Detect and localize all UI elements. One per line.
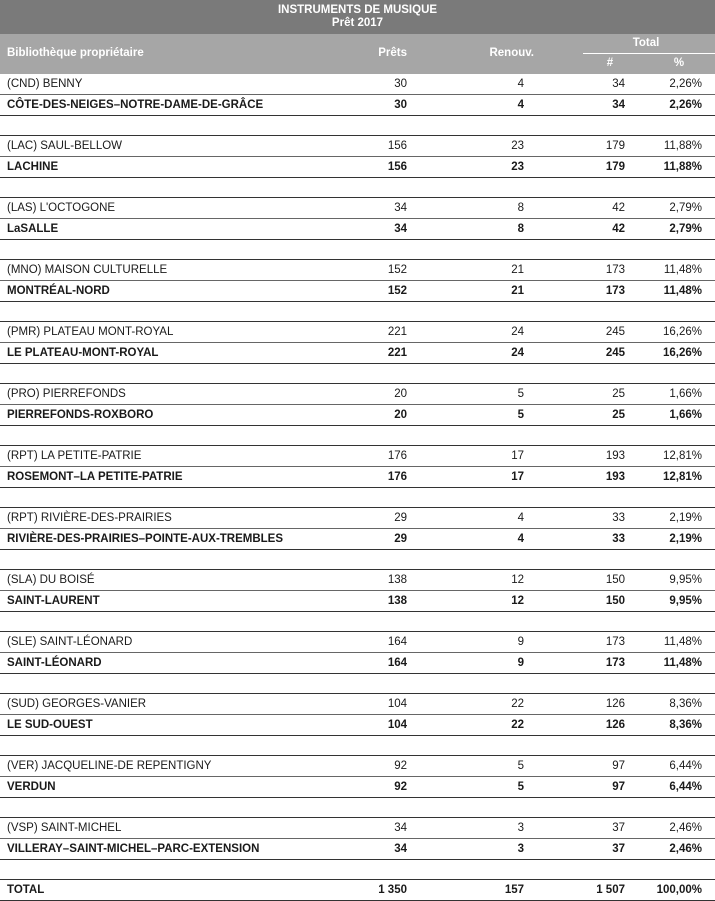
percent-value: 11,48% [663,264,702,276]
library-name: (PMR) PLATEAU MONT-ROYAL [7,326,174,338]
borough-subtotal-row [0,95,715,115]
count-value: 37 [612,843,625,855]
loans-value: 156 [387,161,407,173]
count-value: 173 [605,657,625,669]
percent-value: 11,88% [663,140,702,152]
group-spacer [0,612,715,631]
borough-subtotal-row [0,281,715,301]
renewals-value: 157 [504,884,524,896]
count-value: 173 [605,264,625,276]
percent-value: 9,95% [669,574,702,586]
library-row [0,198,715,218]
borough-name: MONTRÉAL-NORD [7,285,110,297]
library-name: (CND) BENNY [7,78,83,90]
count-value: 193 [605,471,625,483]
loans-value: 176 [387,450,407,462]
loans-value: 104 [387,698,407,710]
library-name: (MNO) MAISON CULTURELLE [7,264,168,276]
loans-value: 164 [387,657,407,669]
count-value: 33 [612,533,625,545]
renewals-value: 4 [517,533,524,545]
borough-name: LE SUD-OUEST [7,719,93,731]
count-value: 126 [605,719,625,731]
library-row [0,632,715,652]
percent-value: 9,95% [669,595,702,607]
renewals-value: 21 [511,264,524,276]
count-value: 126 [605,698,625,710]
loans-value: 152 [387,264,407,276]
loans-value: 221 [387,347,407,359]
header-renewals: Renouv. [489,47,534,59]
group-spacer [0,860,715,879]
renewals-value: 8 [517,223,524,235]
percent-value: 100,00% [656,884,702,896]
table-title: INSTRUMENTS DE MUSIQUE [277,4,438,16]
count-value: 37 [612,822,625,834]
borough-name: RIVIÈRE-DES-PRAIRIES–POINTE-AUX-TREMBLES [7,533,284,545]
renewals-value: 12 [511,574,524,586]
loans-value: 30 [394,78,407,90]
borough-name: LaSALLE [7,223,59,235]
renewals-value: 5 [517,781,524,793]
group-spacer [0,488,715,507]
borough-subtotal-row [0,467,715,487]
count-value: 150 [605,595,625,607]
loans-value: 30 [394,99,407,111]
library-name: (RPT) LA PETITE-PATRIE [7,450,142,462]
library-name: (PRO) PIERREFONDS [7,388,126,400]
loans-value: 164 [387,636,407,648]
library-row [0,508,715,528]
percent-value: 12,81% [662,450,702,462]
borough-subtotal-row [0,839,715,859]
borough-name: SAINT-LAURENT [7,595,100,607]
percent-value: 11,48% [663,285,702,297]
percent-value: 11,88% [663,161,702,173]
renewals-value: 23 [511,161,524,173]
percent-value: 16,26% [662,326,702,338]
header-percent: % [673,57,685,69]
library-row [0,694,715,714]
renewals-value: 9 [517,657,524,669]
renewals-value: 22 [511,698,524,710]
library-name: (VSP) SAINT-MICHEL [7,822,122,834]
library-row [0,322,715,342]
borough-subtotal-row [0,157,715,177]
library-row [0,818,715,838]
library-name: (LAC) SAUL-BELLOW [7,140,123,152]
percent-value: 8,36% [669,719,702,731]
grand-total-row [0,880,715,900]
count-value: 34 [612,99,625,111]
renewals-value: 4 [517,99,524,111]
count-value: 42 [612,223,625,235]
library-name: (RPT) RIVIÈRE-DES-PRAIRIES [7,512,172,524]
count-value: 193 [605,450,625,462]
loans-value: 34 [394,822,407,834]
borough-subtotal-row [0,343,715,363]
count-value: 34 [612,78,625,90]
group-spacer [0,550,715,569]
loans-value: 1 350 [378,884,407,896]
count-value: 179 [605,140,625,152]
percent-value: 12,81% [662,471,702,483]
percent-value: 6,44% [669,781,702,793]
percent-value: 2,79% [669,202,702,214]
percent-value: 11,48% [663,657,702,669]
group-spacer [0,674,715,693]
borough-name: SAINT-LÉONARD [7,657,102,669]
group-spacer [0,302,715,321]
count-value: 42 [612,202,625,214]
percent-value: 6,44% [669,760,702,772]
library-name: (SLA) DU BOISÉ [7,574,95,586]
count-value: 97 [612,760,625,772]
loans-value: 34 [394,202,407,214]
percent-value: 8,36% [669,698,702,710]
percent-value: 2,26% [669,99,702,111]
count-value: 33 [612,512,625,524]
loans-value: 29 [394,512,407,524]
count-value: 150 [605,574,625,586]
borough-name: LE PLATEAU-MONT-ROYAL [7,347,159,359]
borough-subtotal-row [0,405,715,425]
count-value: 179 [605,161,625,173]
count-value: 25 [612,388,625,400]
loans-value: 34 [394,843,407,855]
header-loans: Prêts [378,47,407,59]
group-spacer [0,178,715,197]
renewals-value: 21 [511,285,524,297]
header-count: # [606,57,614,69]
renewals-value: 8 [517,202,524,214]
header-library: Bibliothèque propriétaire [7,47,144,59]
count-value: 245 [605,347,625,359]
renewals-value: 5 [517,409,524,421]
borough-name: VERDUN [7,781,56,793]
percent-value: 11,48% [663,636,702,648]
library-row [0,136,715,156]
percent-value: 2,46% [669,822,702,834]
percent-value: 2,19% [669,512,702,524]
renewals-value: 17 [511,471,524,483]
library-name: (LAS) L'OCTOGONE [7,202,116,214]
borough-name: ROSEMONT–LA PETITE-PATRIE [7,471,183,483]
library-row [0,570,715,590]
count-value: 173 [605,285,625,297]
count-value: 97 [612,781,625,793]
count-value: 173 [605,636,625,648]
group-spacer [0,116,715,135]
renewals-value: 22 [511,719,524,731]
renewals-value: 24 [511,347,524,359]
renewals-value: 5 [517,388,524,400]
loans-value: 152 [387,285,407,297]
library-row [0,74,715,94]
header-total-rule [583,53,715,54]
loans-value: 92 [394,760,407,772]
percent-value: 2,26% [669,78,702,90]
library-row [0,384,715,404]
renewals-value: 5 [517,760,524,772]
borough-name: LACHINE [7,161,59,173]
loans-value: 138 [387,595,407,607]
loans-value: 20 [394,409,407,421]
table-body [0,74,715,901]
loans-value: 138 [387,574,407,586]
library-row [0,260,715,280]
renewals-value: 4 [517,512,524,524]
borough-name: CÔTE-DES-NEIGES–NOTRE-DAME-DE-GRÂCE [7,99,264,111]
renewals-value: 9 [517,636,524,648]
library-row [0,446,715,466]
library-name: (SLE) SAINT-LÉONARD [7,636,133,648]
total-label: TOTAL [7,884,45,896]
group-spacer [0,736,715,755]
group-spacer [0,426,715,445]
library-row [0,756,715,776]
loans-value: 92 [394,781,407,793]
percent-value: 16,26% [662,347,702,359]
borough-subtotal-row [0,529,715,549]
borough-subtotal-row [0,591,715,611]
percent-value: 1,66% [669,409,702,421]
renewals-value: 3 [517,822,524,834]
percent-value: 2,46% [669,843,702,855]
loans-value: 34 [394,223,407,235]
renewals-value: 4 [517,78,524,90]
percent-value: 1,66% [669,388,702,400]
renewals-value: 17 [511,450,524,462]
loans-value: 29 [394,533,407,545]
library-name: (SUD) GEORGES-VANIER [7,698,147,710]
group-spacer [0,798,715,817]
renewals-value: 24 [511,326,524,338]
borough-subtotal-row [0,715,715,735]
count-value: 245 [605,326,625,338]
group-spacer [0,364,715,383]
percent-value: 2,19% [669,533,702,545]
group-spacer [0,240,715,259]
table-header [0,34,715,74]
count-value: 1 507 [596,884,625,896]
loans-value: 221 [387,326,407,338]
header-total: Total [632,37,660,49]
loans-value: 104 [387,719,407,731]
table-title-bar [0,0,715,34]
borough-subtotal-row [0,219,715,239]
library-name: (VER) JACQUELINE-DE REPENTIGNY [7,760,212,772]
renewals-value: 12 [511,595,524,607]
borough-subtotal-row [0,653,715,673]
renewals-value: 3 [517,843,524,855]
borough-name: VILLERAY–SAINT-MICHEL–PARC-EXTENSION [7,843,260,855]
loans-value: 176 [387,471,407,483]
borough-name: PIERREFONDS-ROXBORO [7,409,154,421]
loans-value: 156 [387,140,407,152]
percent-value: 2,79% [669,223,702,235]
loans-value: 20 [394,388,407,400]
borough-subtotal-row [0,777,715,797]
count-value: 25 [612,409,625,421]
header-total-group [577,34,715,74]
renewals-value: 23 [511,140,524,152]
table-subtitle: Prêt 2017 [331,17,384,29]
